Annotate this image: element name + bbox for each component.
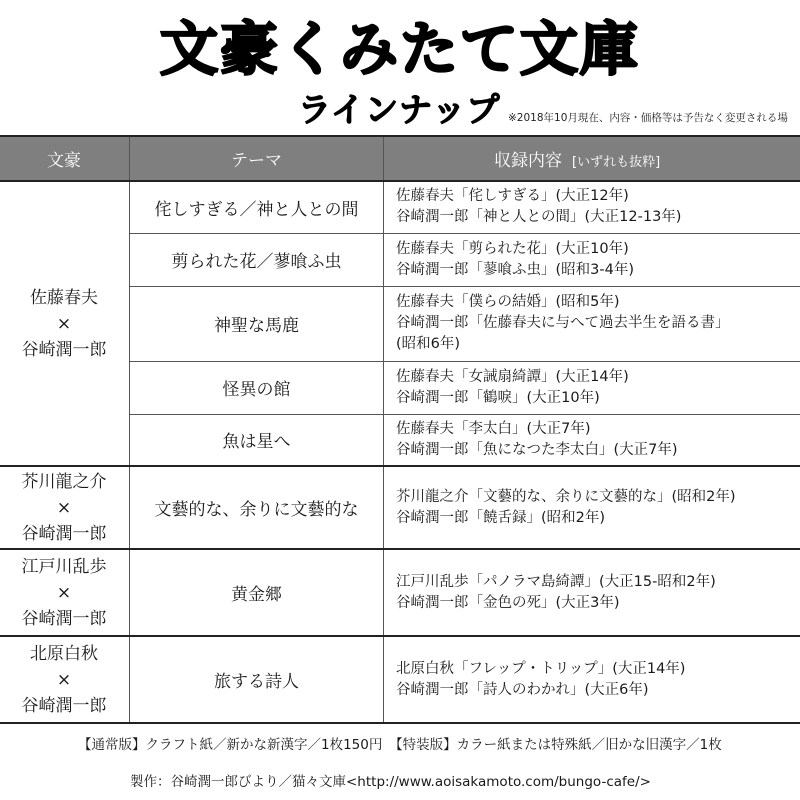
theme-cell: 侘しすぎる／神と人との間 <box>130 181 384 233</box>
theme-cell: 黄金郷 <box>130 549 384 636</box>
theme-cell: 文藝的な、余りに文藝的な <box>130 466 384 549</box>
theme-cell: 旅する詩人 <box>130 636 384 723</box>
column-header-author: 文豪 <box>0 136 130 181</box>
cross-mark: × <box>56 669 72 690</box>
content-line: 芥川龍之介「文藝的な、余りに文藝的な」(昭和2年) <box>396 488 736 505</box>
content-line: 佐藤春夫「李太白」(大正7年) <box>396 420 591 437</box>
content-cell <box>384 361 800 414</box>
content-line: 北原白秋「フレップ・トリップ」(大正14年) <box>396 660 686 677</box>
content-cell <box>384 636 800 723</box>
content-line: 谷崎潤一郎「神と人との間」(大正12-13年) <box>396 209 682 226</box>
author-name: 江戸川乱歩 <box>21 556 107 577</box>
cross-mark: × <box>56 313 72 334</box>
author-pair-cell <box>0 549 130 636</box>
author-name: 谷崎潤一郎 <box>21 695 107 716</box>
table-row <box>0 636 800 723</box>
page-title: 文豪くみたて文庫 <box>159 15 640 83</box>
content-line: 佐藤春夫「僕らの結婚」(昭和5年) <box>396 294 620 310</box>
content-line: 谷崎潤一郎「金色の死」(大正3年) <box>396 594 620 611</box>
theme-cell: 剪られた花／蓼喰ふ虫 <box>130 233 384 286</box>
theme-cell: 怪異の館 <box>130 361 384 414</box>
column-header-content-sub: [いずれも抜粋] <box>572 155 661 170</box>
content-line: 谷崎潤一郎「詩人のわかれ」(大正6年) <box>396 681 649 698</box>
content-line: 谷崎潤一郎「饒舌録」(昭和2年) <box>396 509 606 526</box>
content-line: 谷崎潤一郎「鶴唳」(大正10年) <box>396 389 600 406</box>
column-header-theme: テーマ <box>130 136 384 181</box>
lineup-table <box>0 135 800 724</box>
content-line: 谷崎潤一郎「佐藤春夫に与へて過去半生を語る書」 <box>396 315 730 331</box>
author-pair-cell <box>0 466 130 549</box>
author-name: 谷崎潤一郎 <box>21 339 107 360</box>
content-line: 佐藤春夫「剪られた花」(大正10年) <box>396 240 629 257</box>
content-line: 佐藤春夫「女誡扇綺譚」(大正14年) <box>396 368 629 385</box>
editions-info: 【通常版】クラフト紙／新かな新漢字／1枚150円 【特装版】カラー紙または特殊紙／旧かな旧漢字／1枚 <box>78 737 722 753</box>
table-row <box>0 549 800 636</box>
column-header-content <box>384 136 800 181</box>
author-pair-cell <box>0 181 130 466</box>
theme-cell: 神聖な馬鹿 <box>130 286 384 361</box>
table-row <box>0 181 800 233</box>
author-name: 谷崎潤一郎 <box>21 523 107 544</box>
author-name: 谷崎潤一郎 <box>21 608 107 629</box>
content-cell <box>384 414 800 466</box>
disclaimer-note: ※2018年10月現在、内容・価格等は予告なく変更される場 <box>508 112 788 124</box>
content-line: 江戸川乱歩「パノラマ島綺譚」(大正15-昭和2年) <box>396 573 716 590</box>
author-name: 佐藤春夫 <box>30 287 98 308</box>
author-name: 北原白秋 <box>30 643 98 664</box>
content-line: 谷崎潤一郎「蓼喰ふ虫」(昭和3-4年) <box>396 261 634 278</box>
table-header-row <box>0 136 800 181</box>
content-cell <box>384 466 800 549</box>
author-pair-cell <box>0 636 130 723</box>
content-cell <box>384 286 800 361</box>
content-line: 谷崎潤一郎「魚になつた李太白」(大正7年) <box>396 441 678 458</box>
content-cell <box>384 233 800 286</box>
author-name: 芥川龍之介 <box>21 471 107 492</box>
credit-line: 製作：谷崎潤一郎びより／猫々文庫<http://www.aoisakamoto.com/bungo-cafe/> <box>130 774 651 790</box>
content-line: (昭和6年) <box>396 336 461 352</box>
table-row <box>0 466 800 549</box>
content-cell <box>384 181 800 233</box>
content-line: 佐藤春夫「侘しすぎる」(大正12年) <box>396 188 629 205</box>
column-header-content-label: 収録内容 <box>494 151 562 171</box>
page-subtitle: ラインナップ <box>298 90 501 129</box>
content-cell <box>384 549 800 636</box>
cross-mark: × <box>56 582 72 603</box>
cross-mark: × <box>56 497 72 518</box>
theme-cell: 魚は星へ <box>130 414 384 466</box>
